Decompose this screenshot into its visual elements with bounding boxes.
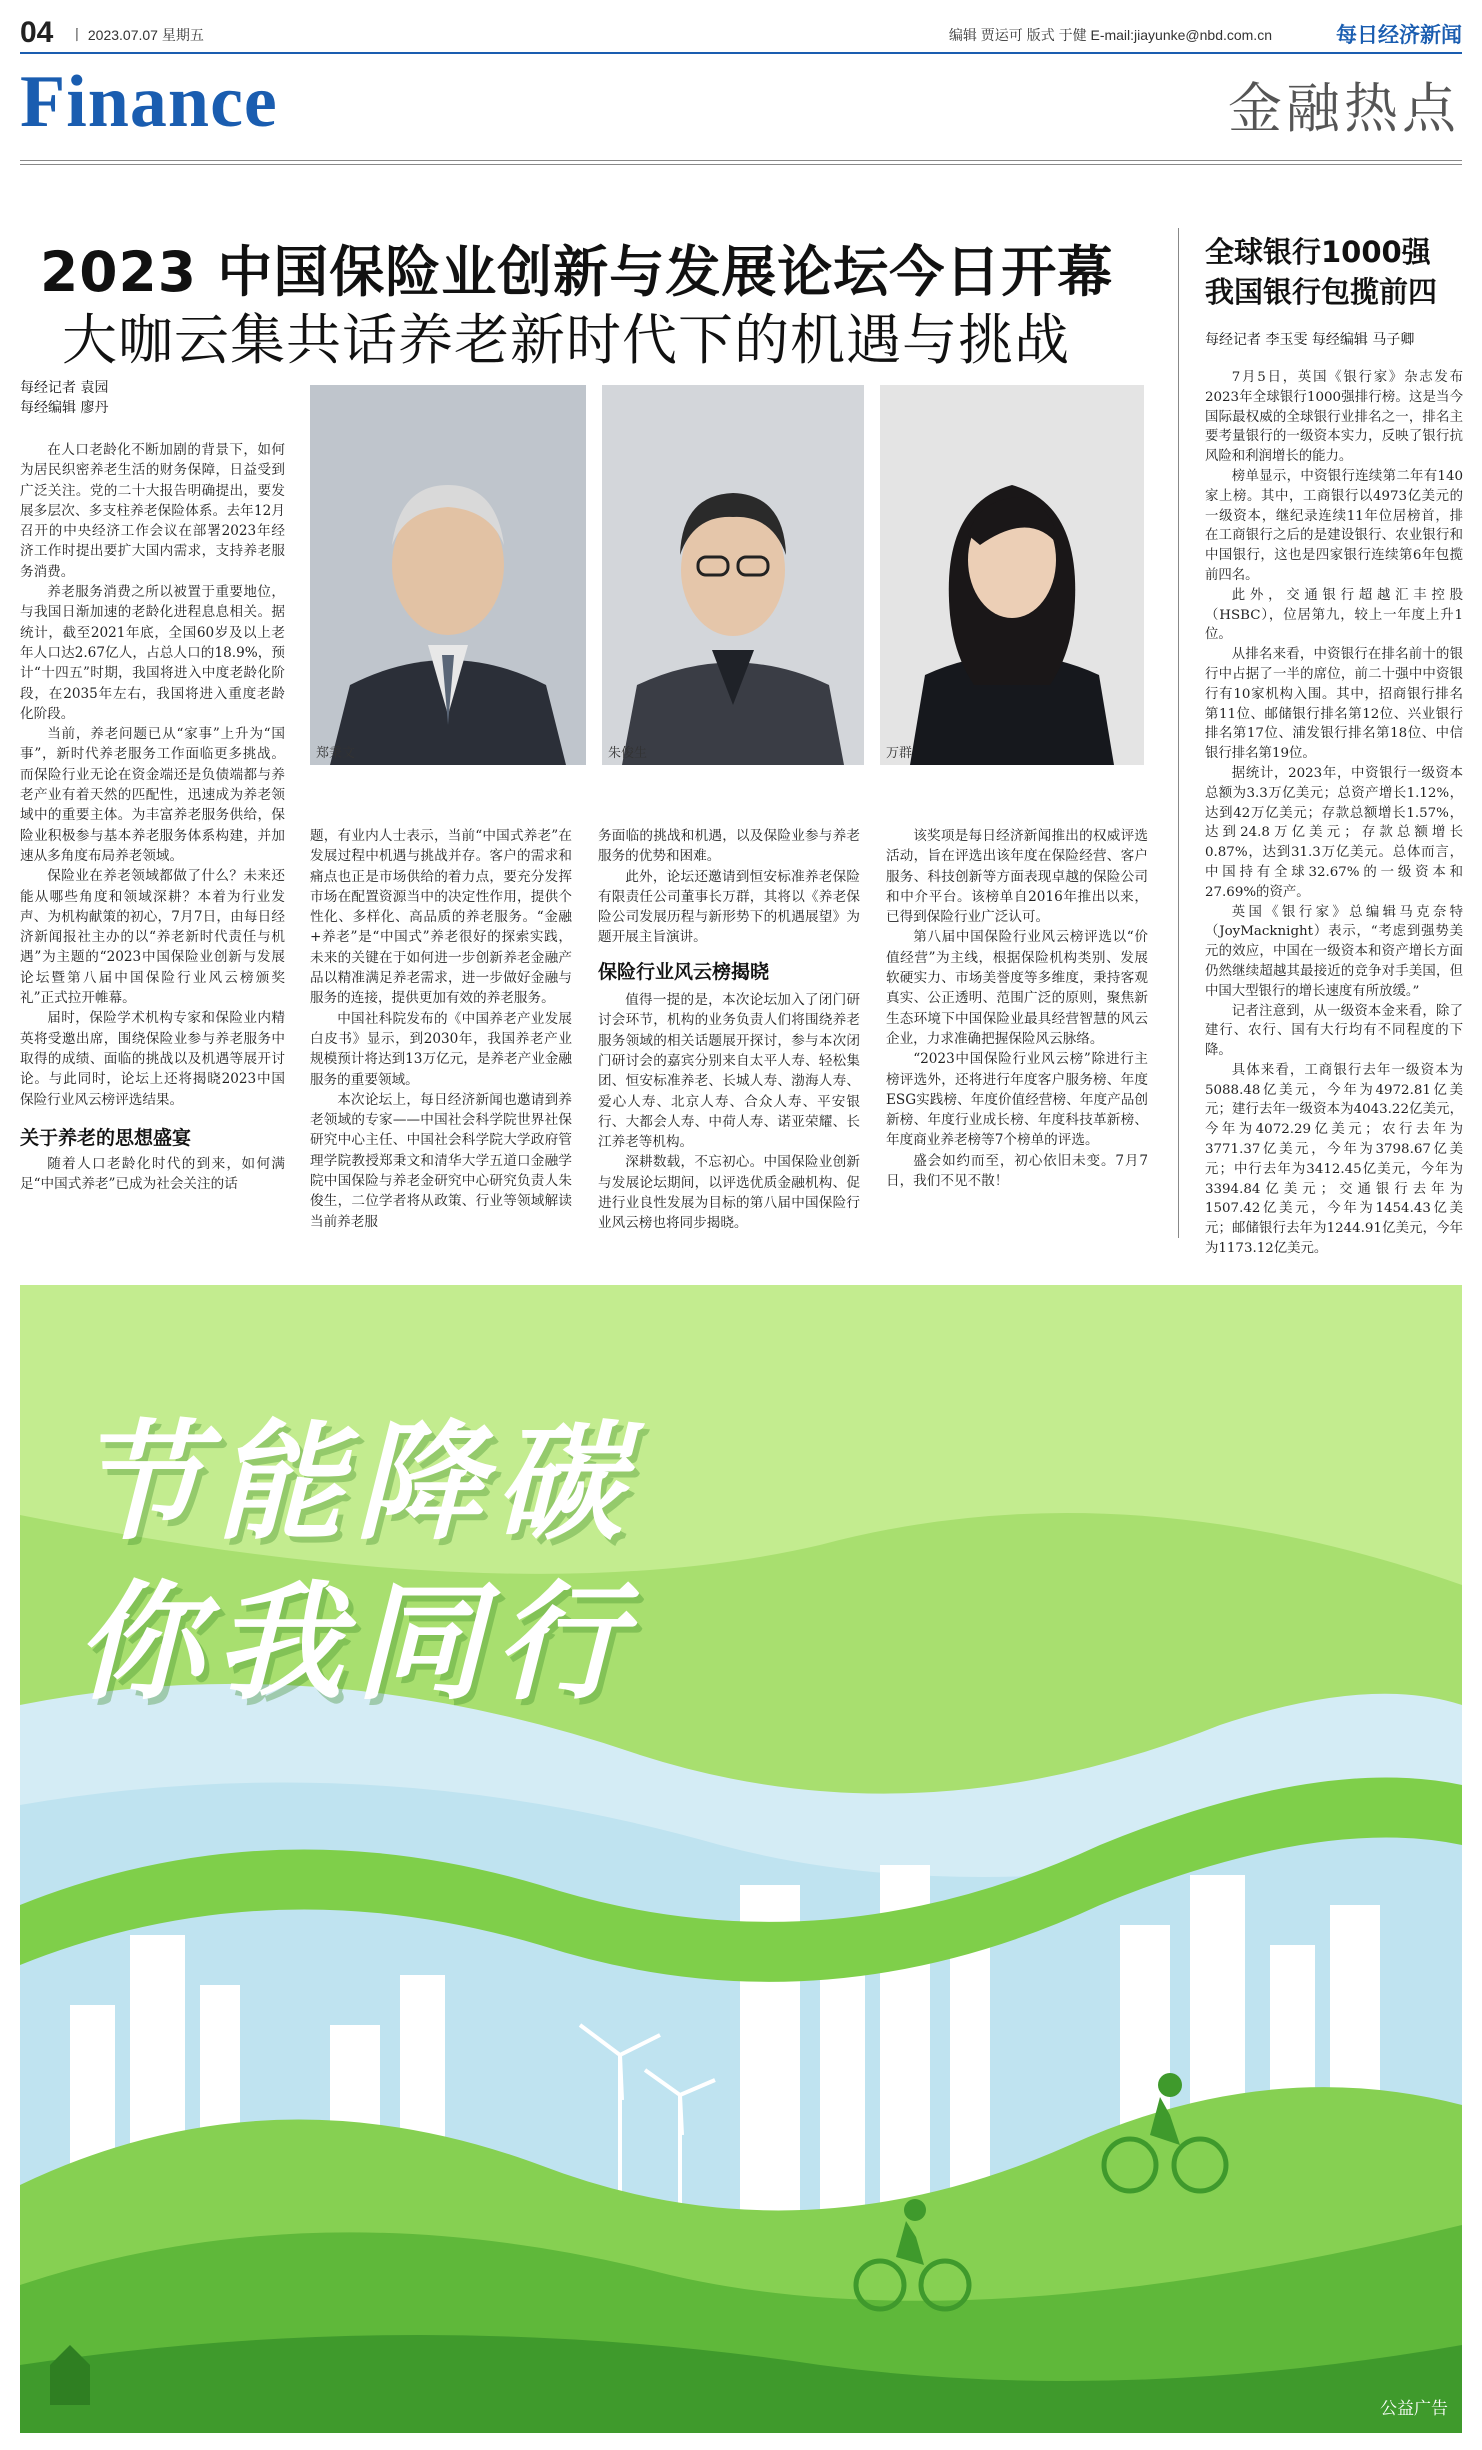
side-article-body	[1205, 368, 1463, 1259]
public-service-ad	[20, 1285, 1462, 2433]
article-column-3	[598, 826, 860, 1234]
paragraph: 中国社科院发布的《中国养老产业发展白皮书》显示，到2030年，我国养老产业规模预计将达到13万亿元，是养老产业金融服务的重要领域。	[310, 1010, 572, 1088]
section-subhead: 保险行业风云榜揭晓	[598, 960, 770, 983]
main-byline	[20, 378, 290, 418]
issue-date: 丨 2023.07.07 星期五	[70, 27, 204, 43]
column-divider	[1178, 228, 1179, 1238]
paragraph: 盛会如约而至，初心依旧未变。7月7日，我们不见不散！	[886, 1152, 1148, 1190]
paragraph: 从排名来看，中资银行在排名前十的银行中占据了一半的席位，前二十强中中资银行有10家机构入围。其中，招商银行排名第11位、邮储银行排名第12位、兴业银行排名第17位、浦发银行排名第18位、中信银行排名第19位。	[1205, 647, 1463, 762]
paragraph: 当前，养老问题已从“家事”上升为“国事”，新时代养老服务工作面临更多挑战。而保险行业无论在资金端还是负债端都与养老产业有着天然的匹配性，迅速成为养老领域中的重要主体。为丰富养老服务供给，保险业积极参与基本养老服务体系构建，并加速从多角度布局养老领域。	[20, 726, 285, 864]
paragraph: 届时，保险学术机构专家和保险业内精英将受邀出席，围绕保险业参与养老服务中取得的成绩、面临的挑战以及机遇等展开讨论。与此同时，论坛上还将揭晓2023中国保险行业风云榜评选结果。	[20, 1010, 285, 1108]
photo-wan-qun	[880, 385, 1144, 765]
page-number: 04	[20, 16, 54, 49]
paragraph: 在人口老龄化不断加剧的背景下，如何为居民织密养老生活的财务保障，日益受到广泛关注。党的二十大报告明确提出，要发展多层次、多支柱养老保险体系。去年12月召开的中央经济工作会议在部署2023年经济工作时提出要扩大国内需求，支持养老服务消费。	[20, 442, 285, 580]
portrait-image	[880, 385, 1144, 765]
paragraph: 题，有业内人士表示，当前“中国式养老”在发展过程中机遇与挑战并存。客户的需求和痛点也正是市场供给的着力点，要充分发挥市场在配置资源当中的决定性作用，提供个性化、多样化、高品质的养老服务。“金融+养老”是“中国式”养老很好的探索实践，未来的关键在于如何进一步创新养老金融产品以精准满足养老需求，进一步做好金融与服务的连接，提供更加有效的养老服务。	[310, 828, 572, 1007]
paragraph: 本次论坛上，每日经济新闻也邀请到养老领域的专家——中国社会科学院世界社保研究中心主任、中国社会科学院大学政府管理学院教授郑秉文和清华大学五道口金融学院中国保险与养老金研究中心研究负责人朱俊生，二位学者将从政策、行业等领域解读当前养老服	[310, 1091, 572, 1230]
paragraph: 7月5日，英国《银行家》杂志发布2023年全球银行1000强排行榜。这是当今国际最权威的全球银行业排名之一，排名主要考量银行的一级资本实力，反映了银行抗风险和利润增长的能力。	[1205, 370, 1463, 465]
article-column-1	[20, 440, 285, 1195]
article-column-4	[886, 826, 1148, 1191]
paragraph: 第八届中国保险行业风云榜评选以“价值经营”为主线，根据保险机构类别、发展软硬实力、市场美誉度等多维度，秉持客观真实、公正透明、范围广泛的原则，聚焦新生态环境下中国保险业最具经营智慧的风云企业，力求准确把握保险风云脉络。	[886, 929, 1148, 1047]
paragraph: “2023中国保险行业风云榜”除进行主榜评选外，还将进行年度客户服务榜、年度ESG实践榜、年度价值经营榜、年度产品创新榜、年度行业成长榜、年度科技革新榜、年度商业养老榜等7个榜单的评选。	[886, 1051, 1148, 1149]
photo-caption: 万群	[886, 746, 913, 761]
page-header	[20, 16, 1462, 49]
paragraph: 英国《银行家》总编辑马克奈特（JoyMacknight）表示，“考虑到强势美元的效应，中国在一级资本和资产增长方面仍然继续超越其最接近的竞争对手美国，但中国大型银行的增长速度有所放缓。”	[1205, 904, 1463, 999]
paragraph: 据统计，2023年，中资银行一级资本总额为3.3万亿美元；总资产增长1.12%，达到42万亿美元；存款总额增长1.57%，达到24.8万亿美元；存款总额增长0.87%，达到31.3万亿美元。总体而言，中国持有全球32.67%的一级资本和27.69%的资产。	[1205, 765, 1463, 900]
newspaper-name: 每日经济新闻	[1336, 24, 1462, 47]
side-headline	[1205, 232, 1437, 312]
paragraph: 保险业在养老领域都做了什么？未来还能从哪些角度和领域深耕？本着为行业发声、为机构献策的初心，7月7日，由每日经济新闻报社主办的以“养老新时代责任与机遇”为主题的“2023中国保险业创新与发展论坛暨第八届中国保险行业风云榜颁奖礼”正式拉开帷幕。	[20, 868, 285, 1007]
paragraph: 榜单显示，中资银行连续第二年有140家上榜。其中，工商银行以4973亿美元的一级资本，继纪录连续11年位居榜首，排在工商银行之后的是建设银行、农业银行和中国银行，这也是四家银行连续第6年包揽前四名。	[1205, 468, 1463, 583]
paragraph: 此外，交通银行超越汇丰控股（HSBC），位居第九，较上一年度上升1位。	[1205, 587, 1463, 643]
paragraph: 值得一提的是，本次论坛加入了闭门研讨会环节，机构的业务负责人们将围绕养老服务领域的相关话题展开探讨，参与本次闭门研讨会的嘉宾分别来自太平人寿、轻松集团、恒安标准养老、长城人寿、渤海人寿、爱心人寿、北京人寿、合众人寿、平安银行、大都会人寿、中荷人寿、诺亚荣耀、长江养老等机构。	[598, 992, 860, 1151]
portrait-image	[602, 385, 864, 765]
byline-editor: 每经编辑 廖丹	[20, 400, 109, 416]
paragraph: 深耕数载，不忘初心。中国保险业创新与发展论坛期间，以评选优质金融机构、促进行业良性发展为目标的第八届中国保险行业风云榜也将同步揭晓。	[598, 1154, 860, 1232]
portrait-image	[310, 385, 586, 765]
paragraph: 务面临的挑战和机遇，以及保险业参与养老服务的优势和困难。	[598, 828, 860, 865]
paragraph: 此外，论坛还邀请到恒安标准养老保险有限责任公司董事长万群，其将以《养老保险公司发展历程与新形势下的机遇展望》为题开展主旨演讲。	[598, 868, 860, 946]
ad-slogan-line-1: 节能降碳	[75, 1409, 636, 1558]
article-column-2	[310, 826, 572, 1232]
paragraph: 随着人口老龄化时代的到来，如何满足“中国式养老”已成为社会关注的话	[20, 1156, 285, 1193]
side-byline: 每经记者 李玉雯 每经编辑 马子卿	[1205, 332, 1415, 348]
main-subheadline: 大咖云集共话养老新时代下的机遇与挑战	[62, 308, 1071, 372]
section-rule	[20, 160, 1462, 161]
paragraph: 养老服务消费之所以被置于重要地位，与我国日渐加速的老龄化进程息息相关。据统计，截至2021年底，全国60岁及以上老年人口达2.67亿人，占总人口的18.9%，预计“十四五”时期，我国将进入中度老龄化阶段，在2035年左右，我国将进入重度老龄化阶段。	[20, 584, 285, 722]
photo-zhu-junsheng	[602, 385, 864, 765]
section-title-cn: 金融热点	[1228, 79, 1460, 139]
header-rule	[20, 52, 1462, 54]
section-subhead: 关于养老的思想盛宴	[20, 1126, 192, 1149]
ad-label: 公益广告	[1380, 2399, 1448, 2419]
photo-caption: 朱俊生	[608, 746, 648, 761]
main-headline: 2023 中国保险业创新与发展论坛今日开幕	[40, 240, 1114, 304]
paragraph: 该奖项是每日经济新闻推出的权威评选活动，旨在评选出该年度在保险经营、客户服务、科技创新等方面表现卓越的保险公司和中介平台。该榜单自2016年推出以来，已得到保险行业广泛认可。	[886, 828, 1148, 926]
photo-zheng-bingwen	[310, 385, 586, 765]
paragraph: 记者注意到，从一级资本金来看，除了建行、农行、国有大行均有不同程度的下降。	[1205, 1003, 1463, 1059]
paragraph: 具体来看，工商银行去年一级资本为5088.48亿美元，今年为4972.81亿美元；建行去年一级资本为4043.22亿美元，今年为4072.29亿美元；农行去年为3771.37亿美元，今年为3798.67亿美元；中行去年为3412.45亿美元，今年为3394.84亿美元；交通银行去年为1507.42亿美元，今年为1454.43亿美元；邮储银行去年为1244.91亿美元，今年为1173.12亿美元。	[1205, 1062, 1463, 1257]
editor-credits: 编辑 贾运可 版式 于健 E-mail:jiayunke@nbd.com.cn	[948, 27, 1272, 43]
section-title-en: Finance	[20, 61, 278, 143]
photo-caption: 郑秉文	[316, 746, 356, 761]
side-headline-line-2: 我国银行包揽前四	[1205, 275, 1438, 309]
side-headline-line-1: 全球银行1000强	[1205, 235, 1431, 269]
byline-reporter: 每经记者 袁园	[20, 380, 109, 396]
ad-slogan-line-2: 你我同行	[75, 1569, 636, 1718]
section-rule-2	[20, 164, 1462, 165]
